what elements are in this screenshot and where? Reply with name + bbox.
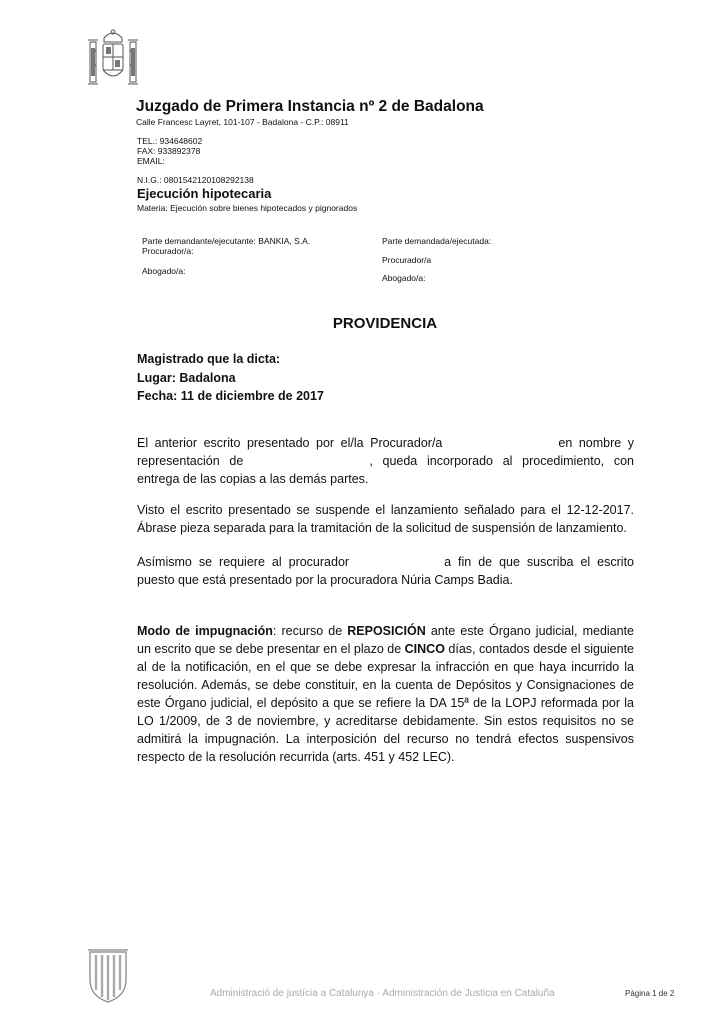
fax-number: FAX: 933892378 [137, 146, 201, 156]
page-number: Pàgina 1 de 2 [625, 989, 675, 998]
contact-block [137, 136, 202, 166]
court-address: Calle Francesc Layret, 101-107 - Badalona - C.P.: 08911 [136, 117, 349, 127]
document-title: PROVIDENCIA [332, 315, 438, 332]
magistrate-label: Magistrado que la dicta: [137, 352, 281, 366]
plaintiff-party: Parte demandante/ejecutante: BANKIA, S.A. [142, 236, 311, 246]
paragraph-escrito: El anterior escrito presentado por el/la Procurador/a en nombre y representación de , queda incorporado al procedimiento, con entrega de las copias a las demás partes. [137, 436, 634, 486]
date-label: Fecha: 11 de diciembre de 2017 [137, 389, 324, 403]
impugnacion-label: Modo de impugnación [137, 624, 273, 638]
defendant-block [382, 236, 602, 292]
paragraph-suspension: Visto el escrito presentado se suspende el lanzamiento señalado para el 12-12-2017. Ábrase pieza separada para la tramitación de la solicitud de suspensión de lanzamiento. [137, 503, 634, 535]
plaintiff-procurador: Procurador/a: [142, 246, 194, 256]
defendant-party: Parte demandada/ejecutada: [382, 236, 492, 246]
email-label: EMAIL: [137, 156, 165, 166]
phone-number: TEL.: 934648602 [137, 136, 203, 146]
court-name: Juzgado de Primera Instancia nº 2 de Badalona [136, 98, 484, 115]
procedure-type: Ejecución hipotecaria [137, 186, 272, 201]
place-label: Lugar: Badalona [137, 370, 236, 385]
nig-number: N.I.G.: 0801542120108292138 [137, 175, 254, 185]
procedure-subject: Materia: Ejecución sobre bienes hipotecados y pignorados [137, 203, 358, 213]
spain-coat-of-arms-logo [84, 28, 142, 90]
paragraph-impugnacion: Modo de impugnación: recurso de REPOSICIÓN ante este Órgano judicial, mediante un escrito que se debe presentar en el plazo de CINCO días, contados desde el siguiente al de la notificación, en el que se debe expresar la infracción en que haya incurrido la resolución. Además, se debe constituir, en la cuenta de Depósitos y Consignaciones de este Órgano judicial, el depósito a que se refiere la DA 15ª de la LOPJ reformada por la LO 1/2009, de 3 de noviembre, y acreditarse debidamente. Sin estos requisitos no se admitirá la impugnación. La interposición del recurso no tendrá efectos suspensivos respecto de la resolución recurrida (arts. 451 y 452 LEC). [137, 624, 634, 764]
resolution-meta [137, 350, 324, 406]
plaintiff-abogado: Abogado/a: [142, 266, 186, 276]
plaintiff-block [142, 236, 362, 276]
generalitat-catalunya-logo [86, 946, 130, 1004]
footer-administration: Administració de justícia a Catalunya · Administración de Justicia en Cataluña [210, 988, 555, 999]
paragraph-requerimiento: Asímismo se requiere al procurador a fin de que suscriba el escrito puesto que está presentado por la procuradora Núria Camps Badia. [137, 555, 634, 587]
defendant-procurador: Procurador/a [382, 254, 432, 265]
defendant-abogado: Abogado/a: [382, 273, 426, 283]
